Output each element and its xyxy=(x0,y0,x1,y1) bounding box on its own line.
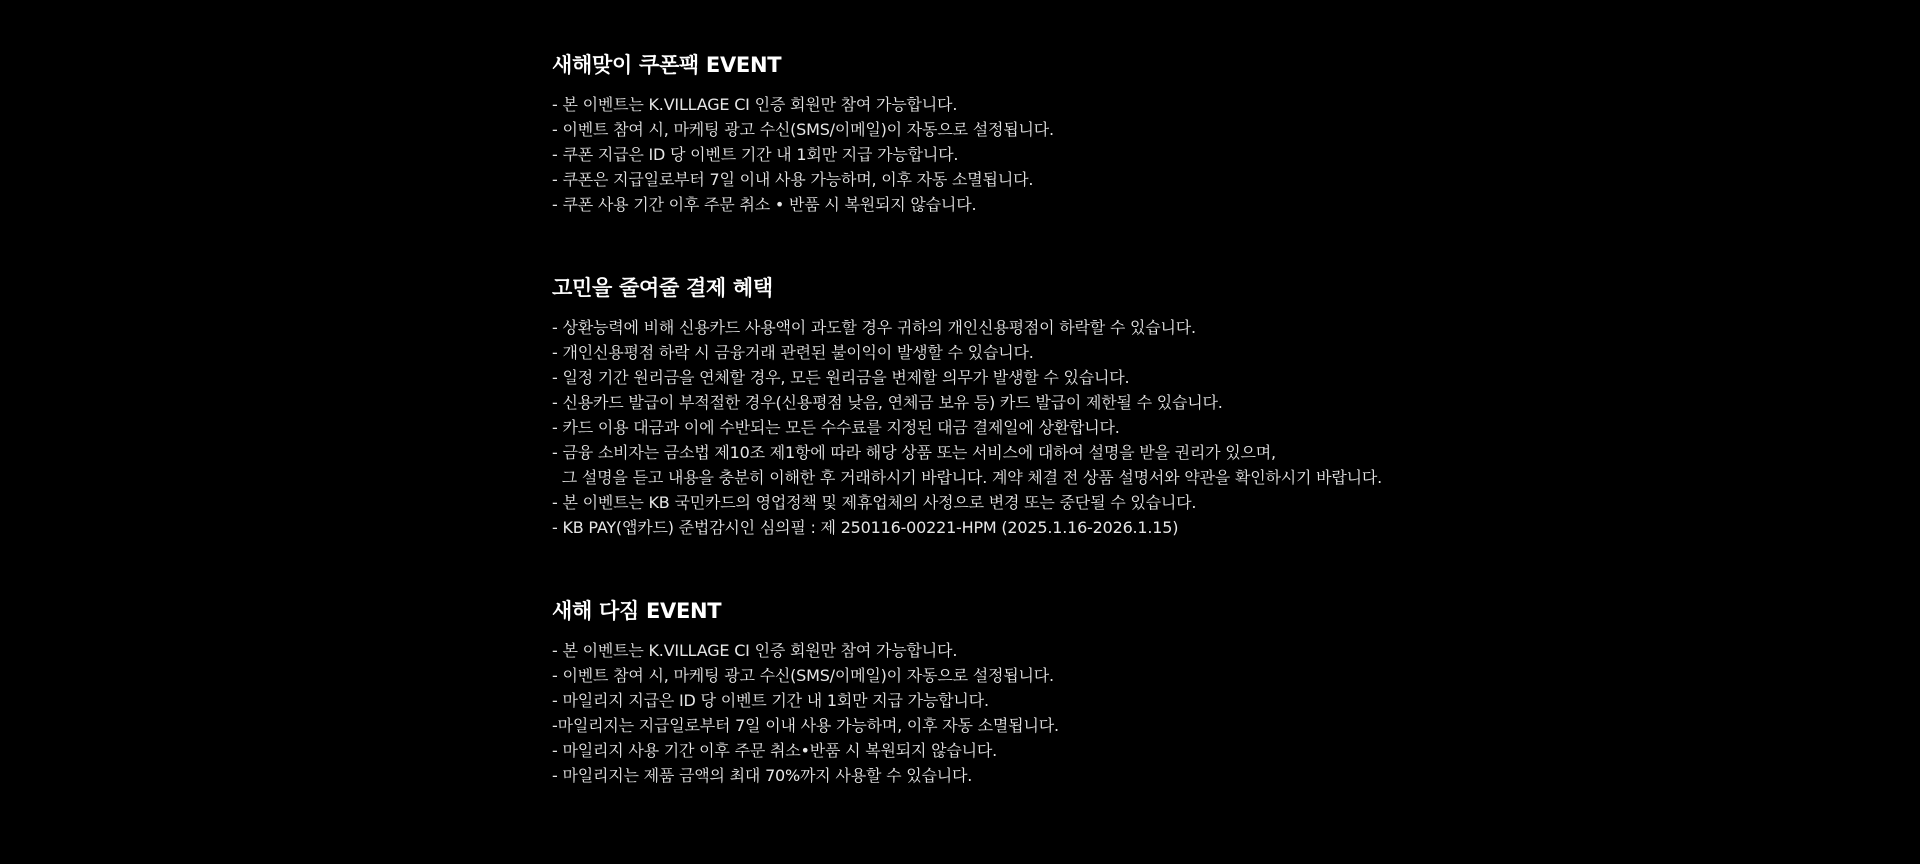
notice-item: -마일리지는 지급일로부터 7일 이내 사용 가능하며, 이후 자동 소멸됩니다. xyxy=(552,716,1059,735)
notice-item: - 이벤트 참여 시, 마케팅 광고 수신(SMS/이메일)이 자동으로 설정됩니다. xyxy=(552,120,1054,139)
notice-list xyxy=(552,315,1452,540)
notice-item-continued: 그 설명을 듣고 내용을 충분히 이해한 후 거래하시기 바랍니다. 계약 체결 전 상품 설명서와 약관을 확인하시기 바랍니다. xyxy=(552,468,1383,487)
notice-item: - 마일리지 지급은 ID 당 이벤트 기간 내 1회만 지급 가능합니다. xyxy=(552,691,989,710)
notice-item: - 상환능력에 비해 신용카드 사용액이 과도할 경우 귀하의 개인신용평점이 하락할 수 있습니다. xyxy=(552,318,1196,337)
notice-list xyxy=(552,638,1452,788)
notice-item: - KB PAY(앱카드) 준법감시인 심의필 : 제 250116-00221-HPM (2025.1.16-2026.1.15) xyxy=(552,518,1179,537)
section-title: 고민을 줄여줄 결제 혜택 xyxy=(552,276,773,300)
resolution-event-section xyxy=(552,596,1452,788)
notice-item: - 쿠폰은 지급일로부터 7일 이내 사용 가능하며, 이후 자동 소멸됩니다. xyxy=(552,170,1034,189)
section-title: 새해맞이 쿠폰팩 EVENT xyxy=(552,53,782,77)
notice-content xyxy=(552,50,1452,844)
notice-item: - 신용카드 발급이 부적절한 경우(신용평점 낮음, 연체금 보유 등) 카드 발급이 제한될 수 있습니다. xyxy=(552,393,1223,412)
notice-item: - 본 이벤트는 KB 국민카드의 영업정책 및 제휴업체의 사정으로 변경 또는 중단될 수 있습니다. xyxy=(552,493,1197,512)
notice-item: - 금융 소비자는 금소법 제10조 제1항에 따라 해당 상품 또는 서비스에 대하여 설명을 받을 권리가 있으며, xyxy=(552,443,1276,462)
notice-item: - 마일리지 사용 기간 이후 주문 취소•반품 시 복원되지 않습니다. xyxy=(552,741,998,760)
notice-item: - 개인신용평점 하락 시 금융거래 관련된 불이익이 발생할 수 있습니다. xyxy=(552,343,1034,362)
notice-item: - 본 이벤트는 K.VILLAGE CI 인증 회원만 참여 가능합니다. xyxy=(552,95,958,114)
coupon-event-section xyxy=(552,50,1452,217)
notice-item: - 이벤트 참여 시, 마케팅 광고 수신(SMS/이메일)이 자동으로 설정됩니다. xyxy=(552,666,1054,685)
notice-item: - 쿠폰 지급은 ID 당 이벤트 기간 내 1회만 지급 가능합니다. xyxy=(552,145,959,164)
notice-item: - 본 이벤트는 K.VILLAGE CI 인증 회원만 참여 가능합니다. xyxy=(552,641,958,660)
notice-item: - 카드 이용 대금과 이에 수반되는 모든 수수료를 지정된 대금 결제일에 상환합니다. xyxy=(552,418,1120,437)
notice-item: - 일정 기간 원리금을 연체할 경우, 모든 원리금을 변제할 의무가 발생할 수 있습니다. xyxy=(552,368,1130,387)
notice-item: - 마일리지는 제품 금액의 최대 70%까지 사용할 수 있습니다. xyxy=(552,766,973,785)
payment-benefit-section xyxy=(552,273,1452,540)
section-title: 새해 다짐 EVENT xyxy=(552,599,722,623)
notice-list xyxy=(552,92,1452,217)
notice-item: - 쿠폰 사용 기간 이후 주문 취소 • 반품 시 복원되지 않습니다. xyxy=(552,195,977,214)
